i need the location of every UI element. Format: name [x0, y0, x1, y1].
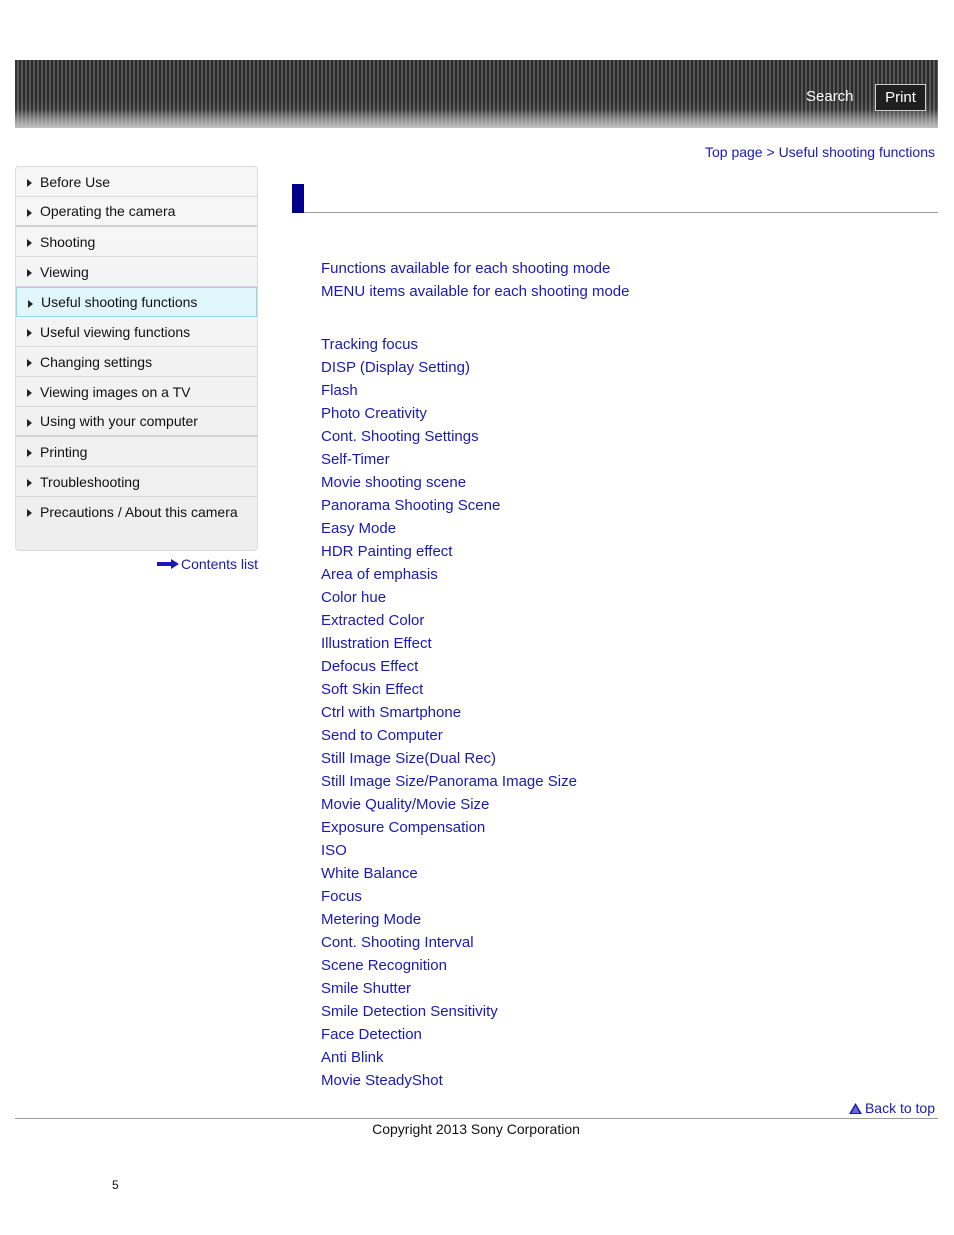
link-item[interactable]: Panorama Shooting Scene — [321, 497, 501, 514]
breadcrumb-home-link[interactable]: Top page — [704, 144, 763, 160]
sidebar-item-label: Viewing images on a TV — [40, 383, 191, 400]
link-item[interactable]: Movie Quality/Movie Size — [321, 796, 490, 813]
link-item[interactable]: HDR Painting effect — [321, 543, 453, 560]
search-link[interactable]: Search — [806, 88, 854, 105]
copyright-label: Copyright 2013 Sony Corporation — [372, 1121, 580, 1137]
link-item[interactable]: Soft Skin Effect — [321, 681, 424, 698]
sidebar-nav — [15, 166, 258, 551]
link-item[interactable]: Cont. Shooting Interval — [321, 934, 474, 951]
page-number: 5 — [112, 1178, 119, 1192]
arrow-right-icon — [27, 479, 32, 487]
link-item[interactable]: Extracted Color — [321, 612, 425, 629]
sidebar-item-printing[interactable] — [16, 437, 257, 467]
arrow-right-icon — [27, 359, 32, 367]
arrow-right-icon — [27, 419, 32, 427]
arrow-right-icon — [157, 559, 179, 569]
sidebar-item-precautions[interactable] — [16, 497, 257, 527]
sidebar-item-label: Printing — [40, 443, 88, 460]
sidebar-item-before-use[interactable] — [16, 167, 257, 197]
sidebar-item-label: Before Use — [40, 173, 111, 190]
sidebar-item-label: Precautions / About this camera — [40, 504, 238, 520]
page-title-marker — [292, 184, 304, 213]
arrow-right-icon — [27, 269, 32, 277]
arrow-right-icon — [28, 300, 33, 308]
sidebar-item-label: Troubleshooting — [40, 473, 140, 490]
footer-divider — [15, 1118, 938, 1119]
sidebar-item-changing-settings[interactable] — [16, 347, 257, 377]
link-item[interactable]: Face Detection — [321, 1026, 422, 1043]
link-item[interactable]: Anti Blink — [321, 1049, 384, 1066]
sidebar-item-label: Useful viewing functions — [40, 323, 191, 340]
link-item[interactable]: Scene Recognition — [321, 957, 447, 974]
link-item[interactable]: Area of emphasis — [321, 566, 438, 583]
sidebar-item-operating-the-camera[interactable] — [16, 197, 257, 227]
sidebar-item-viewing[interactable] — [16, 257, 257, 287]
sidebar-item-label: Changing settings — [40, 353, 153, 370]
sidebar-item-viewing-images-on-a-tv[interactable] — [16, 377, 257, 407]
link-item[interactable]: ISO — [321, 842, 347, 859]
sidebar-item-useful-viewing-functions[interactable] — [16, 317, 257, 347]
arrow-right-icon — [27, 179, 32, 187]
breadcrumb-separator: > — [762, 144, 779, 160]
breadcrumb-current-link[interactable]: Useful shooting functions — [778, 144, 935, 160]
function-links-list — [321, 333, 577, 1092]
link-item[interactable]: Send to Computer — [321, 727, 443, 744]
link-item[interactable]: Movie SteadyShot — [321, 1072, 443, 1089]
link-menu-items-per-mode[interactable]: MENU items available for each shooting mode — [321, 283, 630, 300]
link-item[interactable]: Flash — [321, 382, 358, 399]
arrow-right-icon — [27, 329, 32, 337]
breadcrumb — [705, 144, 935, 160]
print-button[interactable]: Print — [875, 84, 926, 111]
arrow-right-icon — [27, 209, 32, 217]
link-item[interactable]: Focus — [321, 888, 362, 905]
sidebar-item-using-with-your-computer[interactable] — [16, 407, 257, 437]
copyright-text — [0, 1121, 954, 1137]
link-functions-per-mode[interactable]: Functions available for each shooting mode — [321, 260, 611, 277]
sidebar-item-label: Useful shooting functions — [41, 294, 198, 310]
link-item[interactable]: Still Image Size/Panorama Image Size — [321, 773, 577, 790]
link-item[interactable]: White Balance — [321, 865, 418, 882]
sidebar-item-label: Viewing — [40, 263, 89, 280]
link-item[interactable]: Exposure Compensation — [321, 819, 486, 836]
link-item[interactable]: Defocus Effect — [321, 658, 419, 675]
triangle-up-icon — [849, 1103, 862, 1114]
link-item[interactable]: Cont. Shooting Settings — [321, 428, 479, 445]
link-item[interactable]: Still Image Size(Dual Rec) — [321, 750, 497, 767]
link-item[interactable]: Movie shooting scene — [321, 474, 467, 491]
link-item[interactable]: Illustration Effect — [321, 635, 432, 652]
sidebar-item-useful-shooting-functions[interactable] — [16, 287, 257, 317]
link-item[interactable]: Smile Shutter — [321, 980, 412, 997]
sidebar-item-troubleshooting[interactable] — [16, 467, 257, 497]
back-to-top-link[interactable] — [849, 1100, 935, 1116]
back-to-top-label: Back to top — [864, 1100, 935, 1116]
sidebar-item-shooting[interactable] — [16, 227, 257, 257]
arrow-right-icon — [27, 389, 32, 397]
arrow-right-icon — [27, 239, 32, 247]
title-divider — [304, 212, 938, 213]
sidebar-item-label: Operating the camera — [40, 203, 176, 219]
link-item[interactable]: Easy Mode — [321, 520, 397, 537]
contents-list-link[interactable] — [157, 556, 258, 572]
link-item[interactable]: Color hue — [321, 589, 387, 606]
header-bar — [15, 60, 938, 128]
link-item[interactable]: Metering Mode — [321, 911, 422, 928]
link-item[interactable]: DISP (Display Setting) — [321, 359, 470, 376]
link-item[interactable]: Self-Timer — [321, 451, 390, 468]
link-item[interactable]: Smile Detection Sensitivity — [321, 1003, 498, 1020]
sidebar-item-label: Shooting — [40, 233, 96, 250]
link-item[interactable]: Ctrl with Smartphone — [321, 704, 462, 721]
sidebar-item-label: Using with your computer — [40, 413, 198, 429]
contents-list-label: Contents list — [181, 556, 259, 572]
arrow-right-icon — [27, 449, 32, 457]
link-item[interactable]: Tracking focus — [321, 336, 418, 353]
arrow-right-icon — [27, 509, 32, 517]
mode-links-list — [321, 257, 629, 303]
link-item[interactable]: Photo Creativity — [321, 405, 427, 422]
